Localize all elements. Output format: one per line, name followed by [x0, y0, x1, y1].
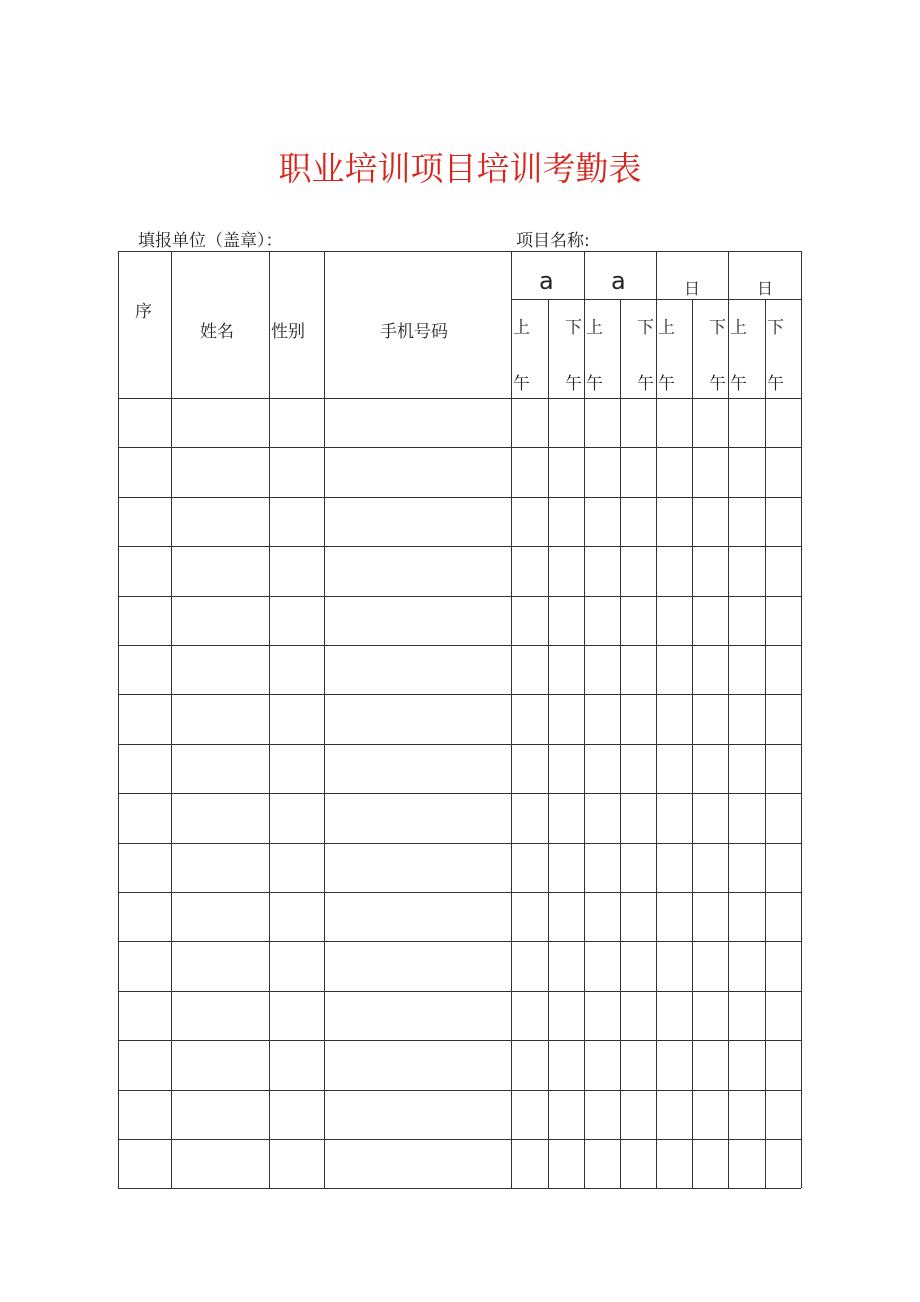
session-pm-top: 下	[565, 318, 582, 338]
session-am-top: 上	[658, 318, 675, 338]
unit-label: 填报单位（盖章）：	[138, 231, 283, 251]
session-am-top: 上	[513, 318, 530, 338]
column-divider	[584, 251, 585, 1188]
row-divider	[118, 497, 801, 498]
column-divider	[728, 251, 729, 1188]
column-divider	[692, 299, 693, 1188]
row-divider	[118, 398, 801, 399]
session-pm-top: 下	[637, 318, 654, 338]
row-divider	[118, 447, 801, 448]
row-divider	[118, 843, 801, 844]
session-am-bottom: 午	[730, 374, 747, 394]
project-name-label: 项目名称:	[516, 231, 590, 251]
row-divider	[118, 1139, 801, 1140]
row-divider	[118, 892, 801, 893]
row-divider	[118, 645, 801, 646]
session-am-top: 上	[730, 318, 747, 338]
session-pm-bottom: 午	[767, 374, 784, 394]
row-divider	[118, 1188, 801, 1189]
column-divider	[765, 299, 766, 1188]
row-divider	[118, 1040, 801, 1041]
header-gender: 性别	[271, 322, 305, 342]
header-day-4: 日	[757, 279, 774, 298]
column-divider	[324, 251, 325, 1188]
session-am-bottom: 午	[513, 374, 530, 394]
row-divider	[118, 1090, 801, 1091]
session-am-bottom: 午	[658, 374, 675, 394]
row-divider	[118, 793, 801, 794]
table-border-top	[118, 251, 801, 252]
session-pm-bottom: 午	[637, 374, 654, 394]
session-pm-top: 下	[709, 318, 726, 338]
column-divider	[118, 251, 119, 1188]
header-day-3: 日	[684, 279, 701, 298]
column-divider	[548, 299, 549, 1188]
session-pm-top: 下	[767, 318, 784, 338]
header-day-1: a	[539, 267, 554, 295]
column-divider	[620, 299, 621, 1188]
header-name: 姓名	[200, 322, 234, 342]
header-seq: 序	[135, 302, 152, 322]
row-divider	[118, 991, 801, 992]
row-divider	[118, 546, 801, 547]
header-phone: 手机号码	[380, 322, 448, 342]
row-divider	[118, 694, 801, 695]
column-divider	[171, 251, 172, 1188]
row-divider	[118, 941, 801, 942]
session-pm-bottom: 午	[709, 374, 726, 394]
column-divider	[511, 251, 512, 1188]
session-pm-bottom: 午	[565, 374, 582, 394]
row-divider	[118, 596, 801, 597]
column-divider	[801, 251, 802, 1188]
page-title: 职业培训项目培训考勤表	[278, 149, 642, 188]
column-divider	[269, 251, 270, 1188]
row-divider	[118, 744, 801, 745]
session-am-top: 上	[586, 318, 603, 338]
header-day-2: a	[611, 267, 626, 295]
column-divider	[656, 251, 657, 1188]
session-am-bottom: 午	[586, 374, 603, 394]
